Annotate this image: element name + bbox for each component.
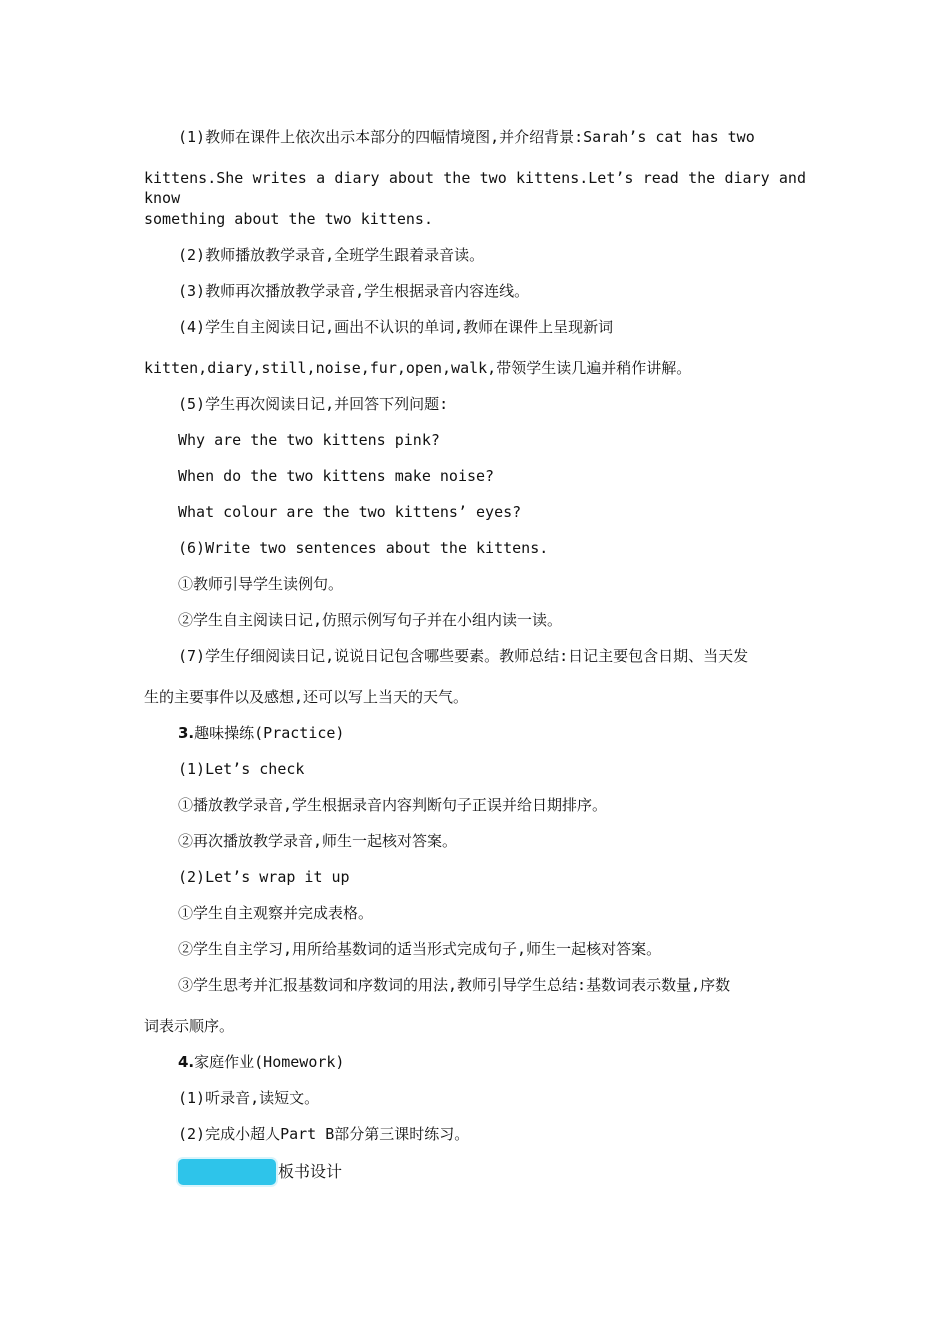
paragraph-line: 词表示顺序。 [144, 1017, 235, 1035]
section-heading-homework [178, 1052, 344, 1072]
paragraph-line: (6)Write two sentences about the kittens. [178, 539, 549, 557]
paragraph-line: (5)学生再次阅读日记,并回答下列问题: [178, 395, 449, 413]
section-badge-icon [178, 1159, 276, 1185]
paragraph-line: (2)Let’s wrap it up [178, 868, 350, 886]
section-number: 4. [178, 1053, 195, 1071]
question-line: When do the two kittens make noise? [178, 467, 495, 485]
section-number: 3. [178, 724, 195, 742]
paragraph-line: kitten,diary,still,noise,fur,open,walk,带领学生读几遍并稍作讲解。 [144, 359, 692, 377]
paragraph-line: (1)教师在课件上依次出示本部分的四幅情境图,并介绍背景:Sarah’s cat has two [178, 128, 755, 146]
question-line: What colour are the two kittens’ eyes? [178, 503, 522, 521]
paragraph-line: ②学生自主学习,用所给基数词的适当形式完成句子,师生一起核对答案。 [178, 940, 662, 958]
paragraph-line: ③学生思考并汇报基数词和序数词的用法,教师引导学生总结:基数词表示数量,序数 [178, 976, 731, 994]
board-design-label: 板书设计 [278, 1162, 343, 1181]
paragraph-line: ②再次播放教学录音,师生一起核对答案。 [178, 832, 458, 850]
paragraph-line: ①教师引导学生读例句。 [178, 575, 344, 593]
section-heading-practice [178, 723, 344, 743]
paragraph-line: (1)听录音,读短文。 [178, 1089, 320, 1107]
paragraph-line: (7)学生仔细阅读日记,说说日记包含哪些要素。教师总结:日记主要包含日期、当天发 [178, 647, 749, 665]
paragraph-line: (3)教师再次播放教学录音,学生根据录音内容连线。 [178, 282, 530, 300]
section-title: 家庭作业(Homework) [194, 1053, 345, 1071]
paragraph-line: (1)Let’s check [178, 760, 305, 778]
paragraph-line: (2)完成小超人Part B部分第三课时练习。 [178, 1125, 470, 1143]
paragraph-line: ②学生自主阅读日记,仿照示例写句子并在小组内读一读。 [178, 611, 563, 629]
paragraph-line: kittens.She writes a diary about the two kittens.Let’s read the diary and know [144, 169, 806, 207]
question-line: Why are the two kittens pink? [178, 431, 440, 449]
paragraph-line: ①学生自主观察并完成表格。 [178, 904, 374, 922]
board-design-heading [178, 1158, 342, 1186]
section-title: 趣味操练(Practice) [194, 724, 345, 742]
paragraph-line: (4)学生自主阅读日记,画出不认识的单词,教师在课件上呈现新词 [178, 318, 614, 336]
paragraph-line: ①播放教学录音,学生根据录音内容判断句子正误并给日期排序。 [178, 796, 608, 814]
paragraph-line: 生的主要事件以及感想,还可以写上当天的天气。 [144, 688, 469, 706]
paragraph-line: something about the two kittens. [144, 210, 433, 228]
paragraph-line: (2)教师播放教学录音,全班学生跟着录音读。 [178, 246, 485, 264]
